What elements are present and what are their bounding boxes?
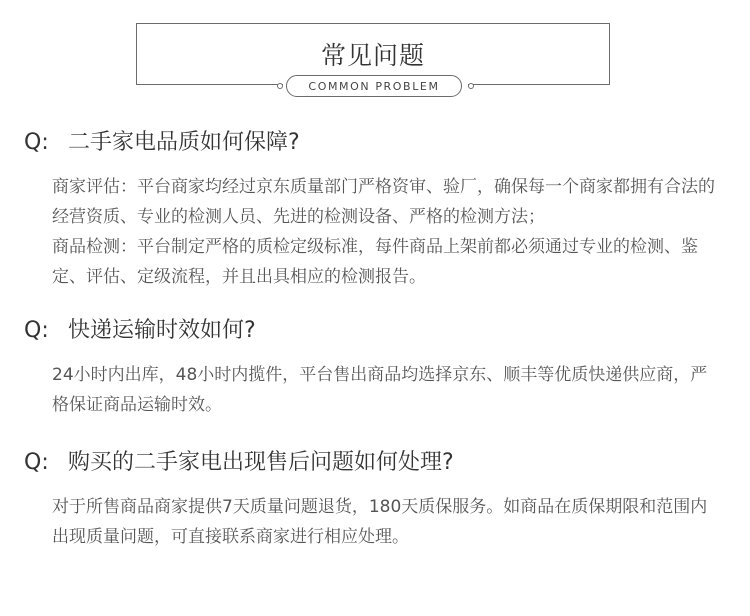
answer-paragraph: 对于所售商品商家提供7天质量问题退货，180天质保服务。如商品在质保期限和范围内出现质量问题，可直接联系商家进行相应处理。 [52, 497, 708, 547]
faq-question [24, 448, 724, 478]
question-prefix: Q: [24, 318, 49, 343]
question-text: 快递运输时效如何? [68, 318, 256, 343]
answer-paragraph: 商品检测：平台制定严格的质检定级标准，每件商品上架前都必须通过专业的检测、鉴定、评估、定级流程，并且出具相应的检测报告。 [52, 237, 698, 287]
subtitle-pill [286, 75, 462, 97]
header-connector-right [461, 84, 468, 87]
question-text: 购买的二手家电出现售后问题如何处理? [68, 450, 454, 475]
page-subtitle: COMMON PROBLEM [308, 79, 440, 93]
faq-item [24, 316, 724, 420]
faq-answer [52, 172, 722, 292]
question-prefix: Q: [24, 130, 49, 155]
answer-paragraph: 商家评估：平台商家均经过京东质量部门严格资审、验厂，确保每一个商家都拥有合法的经营资质、专业的检测人员、先进的检测设备、严格的检测方法； [52, 177, 715, 227]
decorative-dot-left [277, 83, 283, 89]
decorative-dot-right [468, 83, 474, 89]
answer-paragraph: 24小时内出库，48小时内揽件，平台售出商品均选择京东、顺丰等优质快递供应商，严格保证商品运输时效。 [52, 365, 708, 415]
question-prefix: Q: [24, 450, 49, 475]
faq-question [24, 316, 724, 346]
faq-item [24, 448, 724, 552]
question-text: 二手家电品质如何保障? [68, 130, 300, 155]
faq-answer [52, 360, 722, 420]
faq-question [24, 128, 724, 158]
faq-item [24, 128, 724, 292]
faq-answer [52, 492, 722, 552]
page-title: 常见问题 [320, 41, 425, 70]
